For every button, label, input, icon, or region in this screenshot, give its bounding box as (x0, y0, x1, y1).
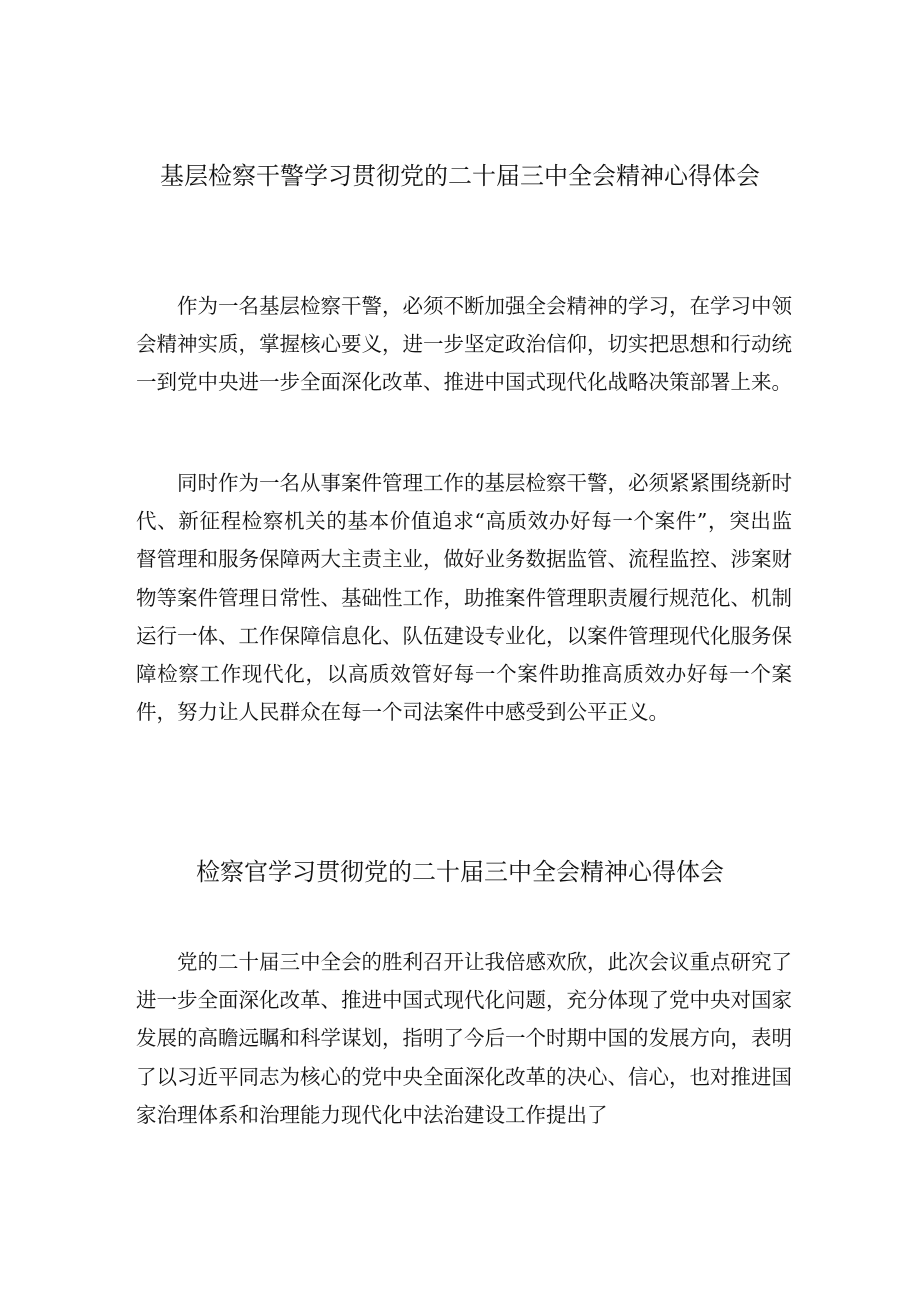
section-2-title: 检察官学习贯彻党的二十届三中全会精神心得体会 (196, 858, 724, 886)
section-2-paragraph-1: 党的二十届三中全会的胜利召开让我倍感欢欣，此次会议重点研究了进一步全面深化改革、推进中国式现代化问题，充分体现了党中央对国家发展的高瞻远瞩和科学谋划，指明了今后一个时期中国的发展方向，表明了以习近平同志为核心的党中央全面深化改革的决心、信心，也对推进国家治理体系和治理能力现代化中法治建设工作提出了 (136, 950, 792, 1127)
section-1-title: 基层检察干警学习贯彻党的二十届三中全会精神心得体会 (160, 162, 760, 190)
section-1-paragraph-2: 同时作为一名从事案件管理工作的基层检察干警，必须紧紧围绕新时代、新征程检察机关的基本价值追求“高质效办好每一个案件”，突出监督管理和服务保障两大主责主业，做好业务数据监管、流程监控、涉案财物等案件管理日常性、基础性工作，助推案件管理职责履行规范化、机制运行一体、工作保障信息化、队伍建设专业化，以案件管理现代化服务保障检察工作现代化，以高质效管好每一个案件助推高质效办好每一个案件，努力让人民群众在每一个司法案件中感受到公平正义。 (136, 471, 792, 725)
section-1-paragraph-1: 作为一名基层检察干警，必须不断加强全会精神的学习，在学习中领会精神实质，掌握核心要义，进一步坚定政治信仰，切实把思想和行动统一到党中央进一步全面深化改革、推进中国式现代化战略决策部署上来。 (136, 294, 792, 395)
